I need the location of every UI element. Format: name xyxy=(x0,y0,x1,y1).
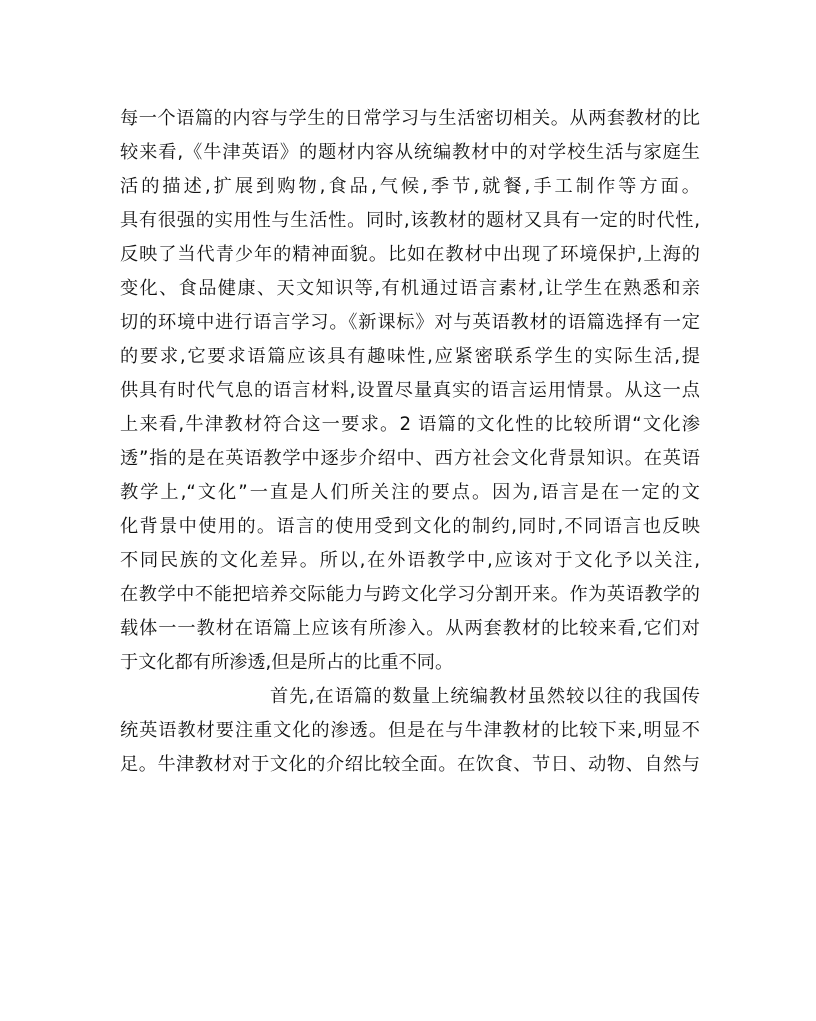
text-line: 足。牛津教材对于文化的介绍比较全面。在饮食、节日、动物、自然与 xyxy=(120,754,700,775)
text-line: 上来看,牛津教材符合这一要求。2 语篇的文化性的比较所谓“文化渗 xyxy=(120,414,700,435)
text-line: 不同民族的文化差异。所以,在外语教学中,应该对于文化予以关注, xyxy=(120,550,700,571)
text-line: 具有很强的实用性与生活性。同时,该教材的题材又具有一定的时代性, xyxy=(120,210,700,231)
text-line: 的要求,它要求语篇应该具有趣味性,应紧密联系学生的实际生活,提 xyxy=(120,346,700,367)
paragraph-first-line: 首先,在语篇的数量上统编教材虽然较以往的我国传 xyxy=(270,686,700,707)
text-line: 在教学中不能把培养交际能力与跨文化学习分割开来。作为英语教学的 xyxy=(120,584,700,605)
text-line: 统英语教材要注重文化的渗透。但是在与牛津教材的比较下来,明显不 xyxy=(120,720,700,741)
text-line: 活的描述,扩展到购物,食品,气候,季节,就餐,手工制作等方面。 xyxy=(120,176,700,197)
text-line: 每一个语篇的内容与学生的日常学习与生活密切相关。从两套教材的比 xyxy=(120,108,700,129)
text-line: 教学上,“文化”一直是人们所关注的要点。因为,语言是在一定的文 xyxy=(120,482,700,503)
text-line: 切的环境中进行语言学习。《新课标》对与英语教材的语篇选择有一定 xyxy=(120,312,700,333)
text-line: 变化、食品健康、天文知识等,有机通过语言素材,让学生在熟悉和亲 xyxy=(120,278,700,299)
text-line: 透”指的是在英语教学中逐步介绍中、西方社会文化背景知识。在英语 xyxy=(120,448,700,469)
text-line: 化背景中使用的。语言的使用受到文化的制约,同时,不同语言也反映 xyxy=(120,516,700,537)
text-line: 反映了当代青少年的精神面貌。比如在教材中出现了环境保护,上海的 xyxy=(120,244,700,265)
body-text xyxy=(120,102,700,782)
text-line: 于文化都有所渗透,但是所占的比重不同。 xyxy=(120,652,454,673)
text-line: 供具有时代气息的语言材料,设置尽量真实的语言运用情景。从这一点 xyxy=(120,380,700,401)
text-line: 较来看,《牛津英语》的题材内容从统编教材中的对学校生活与家庭生 xyxy=(120,142,700,163)
text-line: 载体一一教材在语篇上应该有所渗入。从两套教材的比较来看,它们对 xyxy=(120,618,700,639)
